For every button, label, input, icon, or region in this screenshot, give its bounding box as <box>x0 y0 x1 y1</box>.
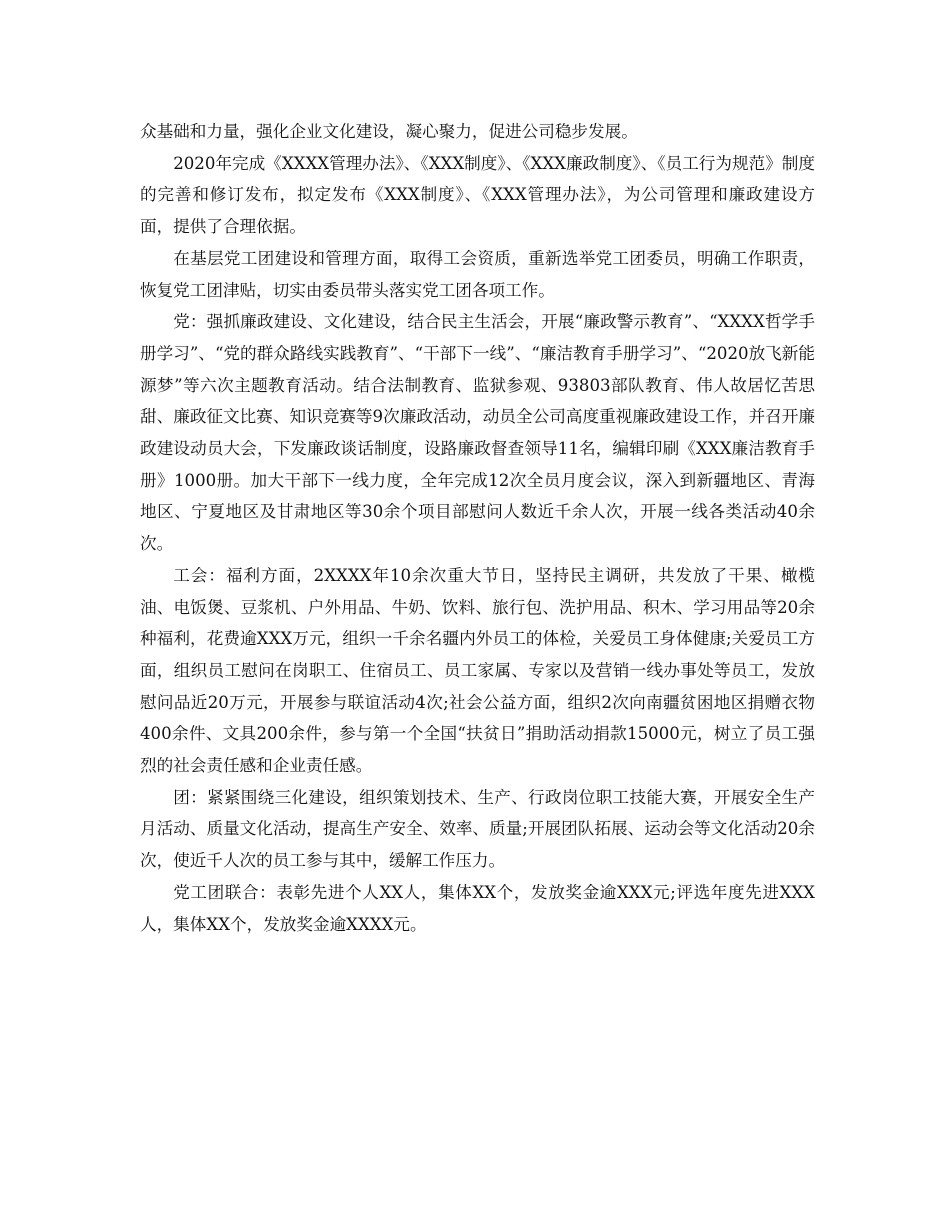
paragraph-party: 党：强抓廉政建设、文化建设，结合民主生活会，开展“廉政警示教育”、“XXXX哲学手册学习”、“党的群众路线实践教育”、“干部下一线”、“廉洁教育手册学习”、“2020放飞新能源梦”等六次主题教育活动。结合法制教育、监狱参观、93803部队教育、伟人故居忆苦思甜、廉政征文比赛、知识竞赛等9次廉政活动，动员全公司高度重视廉政建设工作，并召开廉政建设动员大会，下发廉政谈话制度，设路廉政督查领导11名，编辑印刷《XXX廉洁教育手册》1000册。加大干部下一线力度，全年完成12次全员月度会议，深入到新疆地区、青海地区、宁夏地区及甘肃地区等30余个项目部慰问人数近千余人次，开展一线各类活动40余次。 <box>140 312 815 554</box>
paragraph-league: 团：紧紧围绕三化建设，组织策划技术、生产、行政岗位职工技能大赛，开展安全生产月活动、质量文化活动，提高生产安全、效率、质量;开展团队拓展、运动会等文化活动20余次，使近千人次的员工参与其中，缓解工作压力。 <box>140 787 815 871</box>
paragraph-grassroots: 在基层党工团建设和管理方面，取得工会资质，重新选举党工团委员，明确工作职责，恢复党工团津贴，切实由委员带头落实党工团各项工作。 <box>140 248 815 300</box>
paragraph-union: 工会：福利方面，2XXXX年10余次重大节日，坚持民主调研，共发放了干果、橄榄油、电饭煲、豆浆机、户外用品、牛奶、饮料、旅行包、洗护用品、积木、学习用品等20余种福利，花费逾XXX万元，组织一千余名疆内外员工的体检，关爱员工身体健康;关爱员工方面，组织员工慰问在岗职工、住宿员工、员工家属、专家以及营销一线办事处等员工，发放慰问品近20万元，开展参与联谊活动4次;社会公益方面，组织2次向南疆贫困地区捐赠衣物400余件、文具200余件，参与第一个全国“扶贫日”捐助活动捐款15000元，树立了员工强烈的社会责任感和企业责任感。 <box>140 565 815 776</box>
document-body <box>140 116 815 940</box>
paragraph-continuation: 众基础和力量，强化企业文化建设，凝心聚力，促进公司稳步发展。 <box>140 122 638 141</box>
paragraph-regulations: 2020年完成《XXXX管理办法》、《XXX制度》、《XXX廉政制度》、《员工行为规范》制度的完善和修订发布，拟定发布《XXX制度》、《XXX管理办法》，为公司管理和廉政建设方面，提供了合理依据。 <box>140 153 815 237</box>
paragraph-joint: 党工团联合：表彰先进个人XX人，集体XX个，发放奖金逾XXX元;评选年度先进XXX人，集体XX个，发放奖金逾XXXX元。 <box>140 882 815 934</box>
